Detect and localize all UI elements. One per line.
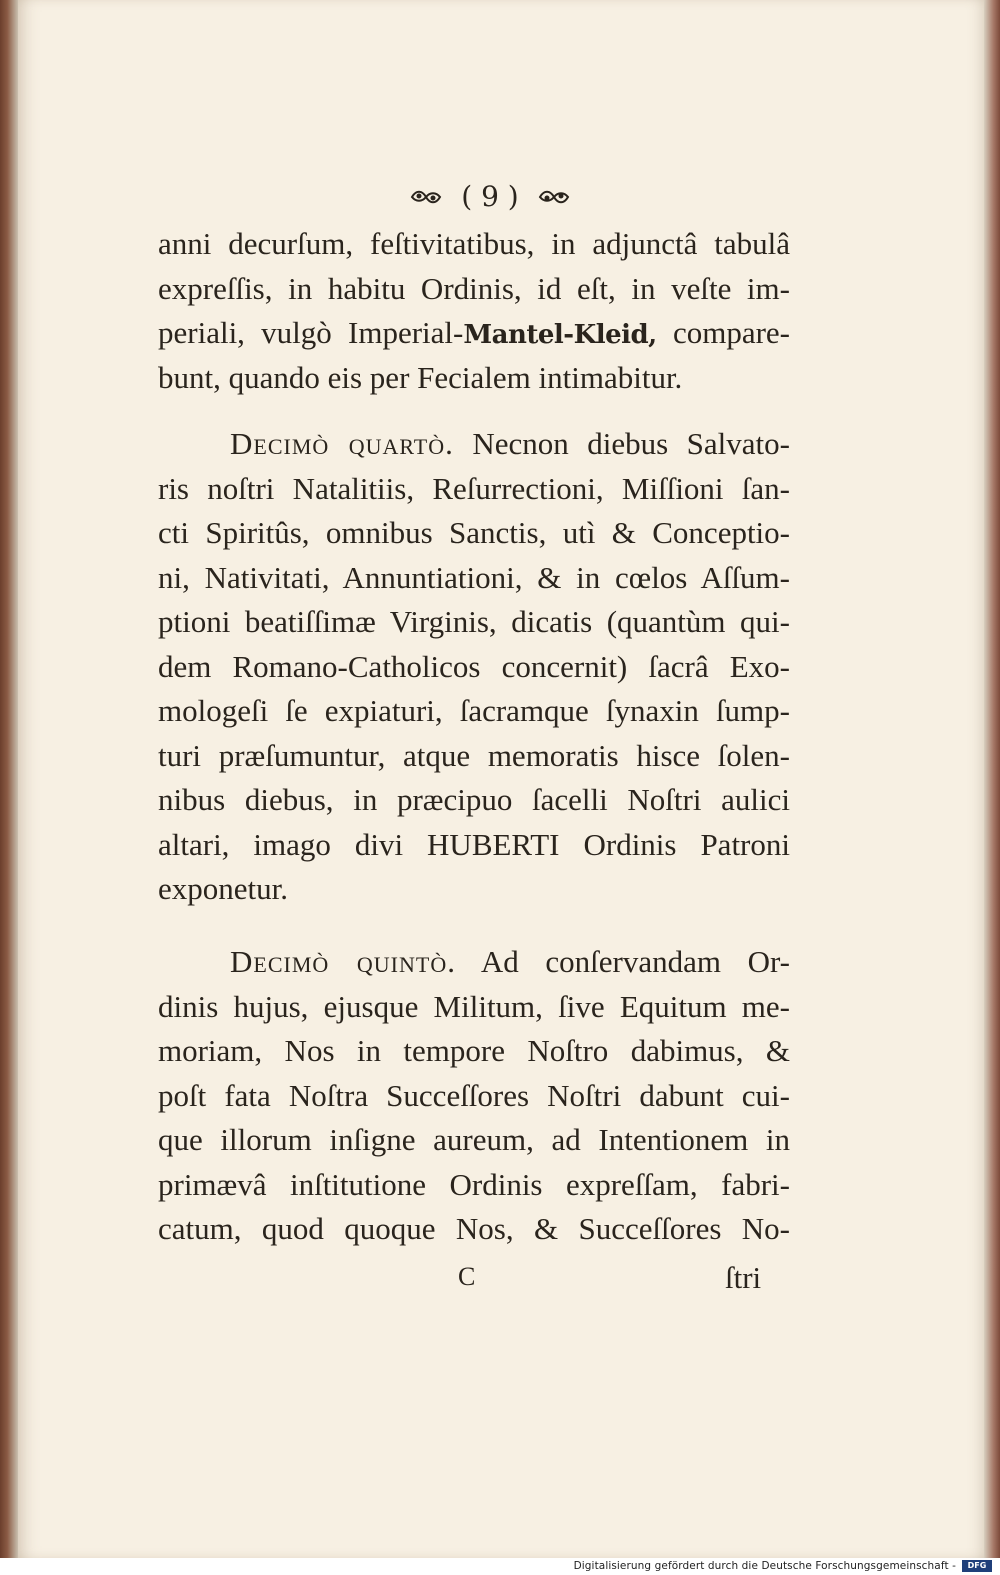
- text-line: primævâ inſtitutione Ordinis expreſſam, fabri-: [158, 1166, 790, 1202]
- section-heading: Decimò quartò.: [230, 426, 454, 461]
- text-line: expreſſis, in habitu Ordinis, id eſt, in veſte im-: [158, 270, 790, 306]
- text-line: poſt fata Noſtra Succeſſores Noſtri dabunt cui-: [158, 1077, 790, 1113]
- section-heading: Decimò quintò.: [230, 944, 456, 979]
- page-header: [390, 178, 590, 218]
- text-line: [158, 422, 790, 467]
- text-line: dinis hujus, ejusque Militum, ſive Equitum me-: [158, 988, 790, 1024]
- paragraph-decimo-quinto: [158, 940, 790, 1252]
- dfg-logo: DFG: [962, 1560, 992, 1572]
- text-line: altari, imago divi HUBERTI Ordinis Patroni: [158, 826, 790, 862]
- text-line: ris noſtri Natalitiis, Reſurrectioni, Miſſioni ſan-: [158, 470, 790, 506]
- text-fragment: Necnon diebus Salvato-: [453, 426, 790, 461]
- text-line: ni, Nativitati, Annuntiationi, & in cœlos Aſſum-: [158, 559, 790, 595]
- text-line: nibus diebus, in præcipuo ſacelli Noſtri aulici: [158, 782, 790, 817]
- signature-mark: C: [458, 1262, 476, 1291]
- book-spine-edge: [0, 0, 18, 1560]
- text-line: exponetur.: [158, 871, 288, 906]
- digitization-note: Digitalisierung gefördert durch die Deutsche Forschungsgemeinschaft -: [573, 1560, 956, 1572]
- book-cover-edge: [984, 0, 1000, 1560]
- text-line: anni decurſum, feſtivitatibus, in adjunctâ tabulâ: [158, 226, 790, 261]
- page-number: ( 9 ): [461, 180, 519, 213]
- text-line: mologeſi ſe expiaturi, ſacramque ſynaxin ſump-: [158, 693, 790, 728]
- floral-ornament-icon: [538, 188, 570, 206]
- text-fragment: Ad conſervandam Or-: [455, 944, 790, 979]
- catchword: ſtri: [725, 1260, 762, 1295]
- text-fragment: periali, vulgò Imperial-: [158, 315, 464, 350]
- paragraph-decimo-quarto: [158, 422, 790, 912]
- text-line: que illorum inſigne aureum, ad Intentionem in: [158, 1122, 790, 1157]
- floral-ornament-icon: [410, 188, 442, 206]
- text-fragment: compare-: [656, 315, 790, 350]
- text-line: dem Romano-Catholicos concernit) ſacrâ Exo-: [158, 648, 790, 684]
- text-line: bunt, quando eis per Fecialem intimabitur.: [158, 359, 683, 395]
- text-line: [158, 311, 790, 356]
- text-line: catum, quod quoque Nos, & Succeſſores No-: [158, 1211, 790, 1246]
- text-line: moriam, Nos in tempore Noſtro dabimus, &: [158, 1033, 790, 1068]
- text-line: turi præſumuntur, atque memoratis hisce ſolen-: [158, 737, 790, 773]
- fraktur-term: Mantel-Kleid,: [463, 320, 657, 350]
- text-line: [158, 940, 790, 985]
- paragraph-continuation: [158, 222, 790, 400]
- text-line: cti Spiritûs, omnibus Sanctis, utì & Conceptio-: [158, 515, 790, 550]
- text-line: ptioni beatiſſimæ Virginis, dicatis (quantùm qui-: [158, 604, 790, 639]
